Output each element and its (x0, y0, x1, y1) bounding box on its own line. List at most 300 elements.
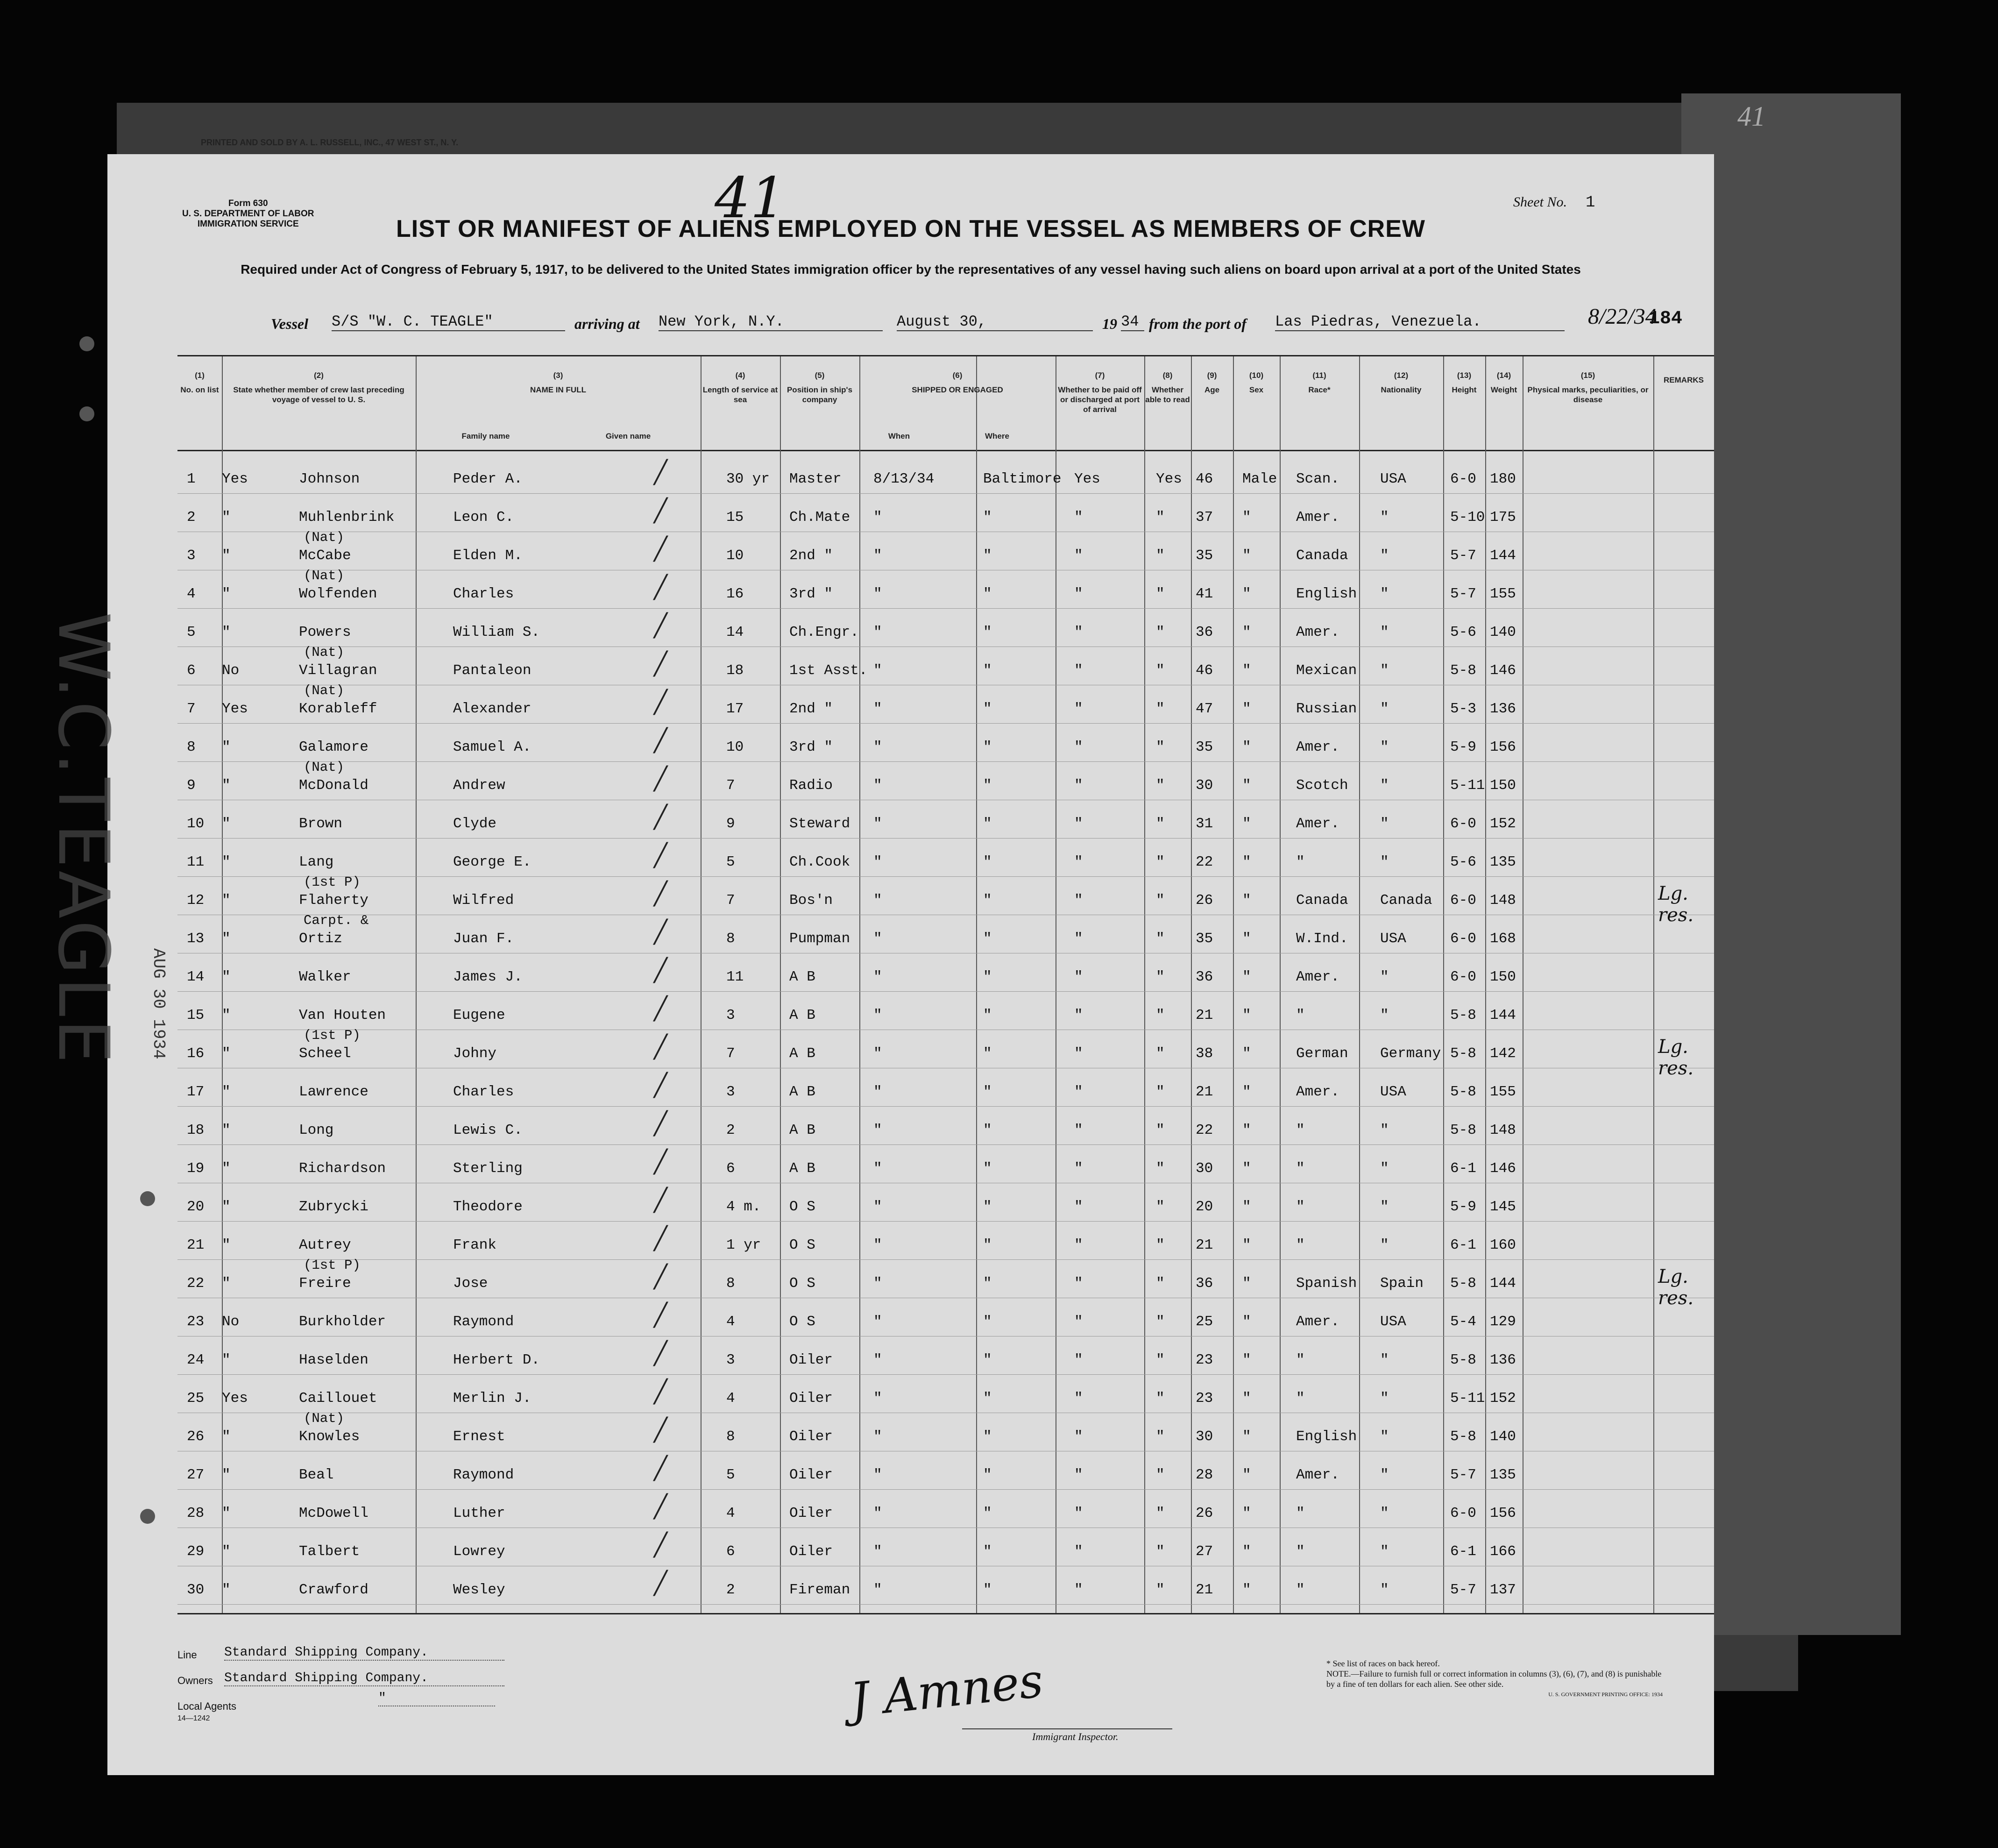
cell-read: " (1156, 777, 1165, 794)
cell-given: Peder A. (453, 471, 523, 487)
cell-sex: " (1242, 1429, 1251, 1445)
cell-read: " (1156, 1543, 1165, 1560)
cell-height: 5-9 (1450, 1199, 1476, 1215)
header-rule (177, 450, 1714, 451)
cell-given: William S. (453, 624, 540, 640)
cell-age: 46 (1196, 662, 1213, 679)
checkmark-icon: ╱ (654, 1417, 667, 1443)
cell-position: 3rd " (789, 586, 833, 602)
cell-where: Baltimore (983, 471, 1062, 487)
cell-family: Zubrycki (299, 1199, 368, 1215)
cell-no: 10 (187, 816, 205, 832)
cell-where: " (983, 624, 992, 640)
checkmark-icon: ╱ (654, 766, 667, 792)
cell-prev: " (222, 1045, 231, 1062)
cell-no: 24 (187, 1352, 205, 1368)
cell-position: Radio (789, 777, 833, 794)
handwritten-number: 41 (715, 166, 786, 231)
cell-race: Spanish (1296, 1275, 1357, 1292)
cell-position: O S (789, 1237, 815, 1253)
cell-family: Richardson (299, 1160, 386, 1177)
cell-no: 14 (187, 969, 205, 985)
checkmark-icon: ╱ (654, 459, 667, 485)
form-code: 14—1242 (177, 1714, 210, 1722)
checkmark-icon: ╱ (654, 957, 667, 983)
cell-when: " (873, 1352, 882, 1368)
cell-weight: 148 (1490, 1122, 1516, 1138)
cell-weight: 136 (1490, 1352, 1516, 1368)
vessel-line (271, 313, 1719, 336)
cell-where: " (983, 1007, 992, 1024)
cell-no: 13 (187, 931, 205, 947)
cell-no: 23 (187, 1314, 205, 1330)
column-divider (1233, 356, 1234, 1613)
column-number: (15) (1580, 371, 1595, 380)
cell-read: Yes (1156, 471, 1182, 487)
cell-height: 5-11 (1450, 777, 1485, 794)
cell-paid: " (1074, 1582, 1083, 1598)
cell-weight: 135 (1490, 1467, 1516, 1483)
cell-weight: 144 (1490, 547, 1516, 564)
column-number: (14) (1496, 371, 1511, 380)
cell-position: Ch.Mate (789, 509, 850, 526)
cell-family: Beal (299, 1467, 334, 1483)
cell-family: Long (299, 1122, 334, 1138)
checkmark-icon: ╱ (654, 574, 667, 600)
cell-prev: " (222, 624, 231, 640)
cell-age: 23 (1196, 1390, 1213, 1407)
date-stamp: AUG 30 1934 (149, 948, 168, 1059)
column-label: No. on list (180, 385, 219, 394)
checkmark-icon: ╱ (654, 1034, 667, 1060)
cell-paid: " (1074, 1467, 1083, 1483)
vessel-name: S/S "W. C. TEAGLE" (332, 313, 565, 331)
cell-given: Raymond (453, 1314, 514, 1330)
handwritten-date: 8/22/34 (1588, 304, 1657, 329)
cell-weight: 152 (1490, 1390, 1516, 1407)
cell-age: 21 (1196, 1237, 1213, 1253)
agents-label: Local Agents (177, 1700, 236, 1712)
cell-age: 21 (1196, 1007, 1213, 1024)
cell-prev: Yes (222, 701, 248, 717)
cell-nationality: " (1380, 1352, 1389, 1368)
cell-paid: " (1074, 854, 1083, 870)
cell-height: 5-11 (1450, 1390, 1485, 1407)
cell-no: 19 (187, 1160, 205, 1177)
cell-where: " (983, 1199, 992, 1215)
cell-paid: " (1074, 1352, 1083, 1368)
cell-where: " (983, 1429, 992, 1445)
footer (177, 1630, 1663, 1761)
cell-paid: " (1074, 509, 1083, 526)
cell-where: " (983, 701, 992, 717)
cell-height: 5-8 (1450, 1045, 1476, 1062)
cell-nationality: " (1380, 662, 1389, 679)
cell-given: Johny (453, 1045, 497, 1062)
cell-height: 6-0 (1450, 1505, 1476, 1521)
cell-when: " (873, 509, 882, 526)
cell-where: " (983, 1543, 992, 1560)
cell-read: " (1156, 1314, 1165, 1330)
column-label: Physical marks, peculiarities, or disease (1527, 385, 1649, 404)
checkmark-icon: ╱ (654, 727, 667, 753)
cell-where: " (983, 1314, 992, 1330)
cell-weight: 140 (1490, 624, 1516, 640)
cell-when: " (873, 1007, 882, 1024)
cell-age: 22 (1196, 1122, 1213, 1138)
column-label: Weight (1490, 385, 1517, 394)
cell-where: " (983, 1084, 992, 1100)
cell-given: James J. (453, 969, 523, 985)
owners-label: Owners (177, 1675, 213, 1686)
cell-service: 7 (726, 777, 735, 794)
cell-service: 6 (726, 1160, 735, 1177)
cell-age: 30 (1196, 777, 1213, 794)
cell-service: 18 (726, 662, 744, 679)
cell-weight: 144 (1490, 1007, 1516, 1024)
cell-when: 8/13/34 (873, 471, 935, 487)
cell-given: Jose (453, 1275, 488, 1292)
cell-when: " (873, 586, 882, 602)
cell-position: Oiler (789, 1543, 833, 1560)
cell-no: 21 (187, 1237, 205, 1253)
cell-service: 2 (726, 1582, 735, 1598)
cell-paid: Yes (1074, 471, 1100, 487)
cell-where: " (983, 1237, 992, 1253)
cell-family: Wolfenden (299, 586, 377, 602)
cell-sex: " (1242, 509, 1251, 526)
cell-height: 5-10 (1450, 509, 1485, 526)
cell-race: Canada (1296, 547, 1348, 564)
cell-nationality: " (1380, 1122, 1389, 1138)
column-header (1056, 370, 1144, 414)
cell-when: " (873, 624, 882, 640)
cell-no: 29 (187, 1543, 205, 1560)
cell-prev: Yes (222, 1390, 248, 1407)
cell-service: 30 yr (726, 471, 770, 487)
checkmark-icon: ╱ (654, 1455, 667, 1481)
cell-weight: 129 (1490, 1314, 1516, 1330)
cell-where: " (983, 1390, 992, 1407)
cell-height: 5-7 (1450, 1582, 1476, 1598)
cell-when: " (873, 1199, 882, 1215)
sheet-label: Sheet No. (1513, 194, 1567, 210)
cell-weight: 168 (1490, 931, 1516, 947)
cell-service: 5 (726, 1467, 735, 1483)
cell-when: " (873, 1314, 882, 1330)
cell-sex: " (1242, 1275, 1251, 1292)
signature-line (962, 1728, 1172, 1729)
cell-no: 26 (187, 1429, 205, 1445)
departure-port: Las Piedras, Venezuela. (1275, 313, 1565, 331)
checkmark-icon: ╱ (654, 804, 667, 830)
cell-prev: " (222, 586, 231, 602)
cell-age: 28 (1196, 1467, 1213, 1483)
cell-family: Ortiz (299, 931, 343, 947)
cell-read: " (1156, 1045, 1165, 1062)
cell-paid: " (1074, 1007, 1083, 1024)
row-rule (177, 1144, 1714, 1145)
cell-where: " (983, 586, 992, 602)
cell-no: 3 (187, 547, 196, 564)
cell-sex: " (1242, 777, 1251, 794)
cell-no: 15 (187, 1007, 205, 1024)
cell-race: " (1296, 1582, 1305, 1598)
row-rule (177, 991, 1714, 992)
cell-when: " (873, 1084, 882, 1100)
from-label: from the port of (1149, 315, 1247, 332)
cell-sex: " (1242, 1352, 1251, 1368)
cell-nationality: " (1380, 969, 1389, 985)
cell-service: 16 (726, 586, 744, 602)
cell-sex: " (1242, 1237, 1251, 1253)
cell-position: Fireman (789, 1582, 850, 1598)
cell-family: Muhlenbrink (299, 509, 395, 526)
column-number: (8) (1162, 371, 1173, 380)
cell-where: " (983, 547, 992, 564)
cell-paid: " (1074, 777, 1083, 794)
cell-age: 20 (1196, 1199, 1213, 1215)
cell-race: Amer. (1296, 969, 1340, 985)
cell-where: " (983, 1352, 992, 1368)
cell-race: German (1296, 1045, 1348, 1062)
column-label: Age (1204, 385, 1220, 394)
column-divider (1485, 356, 1486, 1613)
cell-no: 6 (187, 662, 196, 679)
cell-paid: " (1074, 1275, 1083, 1292)
cell-family: Knowles (299, 1429, 360, 1445)
cell-when: " (873, 931, 882, 947)
arrival-date: August 30, (897, 313, 1093, 331)
column-header (222, 370, 416, 405)
cell-service: 7 (726, 1045, 735, 1062)
cell-position: Bos'n (789, 892, 833, 909)
cell-read: " (1156, 854, 1165, 870)
cell-paid: " (1074, 931, 1083, 947)
cell-nationality: " (1380, 509, 1389, 526)
cell-nationality: Germany (1380, 1045, 1441, 1062)
cell-height: 5-8 (1450, 662, 1476, 679)
cell-paid: " (1074, 739, 1083, 755)
cell-when: " (873, 662, 882, 679)
cell-age: 30 (1196, 1429, 1213, 1445)
checkmark-icon: ╱ (654, 1340, 667, 1366)
row-rule (177, 1106, 1714, 1107)
cell-family: McCabe (299, 547, 351, 564)
cell-sex: " (1242, 547, 1251, 564)
cell-read: " (1156, 1122, 1165, 1138)
cell-read: " (1156, 816, 1165, 832)
cell-remark: Lg. res. (1658, 1266, 1694, 1309)
cell-family: Haselden (299, 1352, 368, 1368)
cell-paid: " (1074, 1237, 1083, 1253)
cell-annotation: (1st P) (304, 1028, 361, 1043)
cell-family: Burkholder (299, 1314, 386, 1330)
cell-position: Oiler (789, 1505, 833, 1521)
cell-nationality: USA (1380, 1084, 1406, 1100)
cell-prev: " (222, 777, 231, 794)
cell-read: " (1156, 1390, 1165, 1407)
cell-sex: " (1242, 739, 1251, 755)
cell-height: 5-6 (1450, 854, 1476, 870)
races-note: * See list of races on back hereof. (1326, 1659, 1440, 1668)
cell-given: Wesley (453, 1582, 505, 1598)
cell-height: 6-0 (1450, 892, 1476, 909)
column-number: (3) (553, 371, 563, 380)
cell-sex: " (1242, 1160, 1251, 1177)
cell-race: " (1296, 1199, 1305, 1215)
cell-race: " (1296, 1122, 1305, 1138)
cell-weight: 160 (1490, 1237, 1516, 1253)
cell-race: " (1296, 854, 1305, 870)
cell-given: Charles (453, 1084, 514, 1100)
row-rule (177, 608, 1714, 609)
cell-read: " (1156, 1084, 1165, 1100)
cell-family: McDonald (299, 777, 368, 794)
column-number: (13) (1457, 371, 1472, 380)
cell-weight: 142 (1490, 1045, 1516, 1062)
cell-prev: No (222, 1314, 240, 1330)
cell-service: 4 (726, 1505, 735, 1521)
column-label: Whether able to read (1145, 385, 1190, 404)
cell-read: " (1156, 739, 1165, 755)
cell-annotation: (Nat) (304, 1411, 345, 1426)
cell-no: 22 (187, 1275, 205, 1292)
cell-race: Amer. (1296, 816, 1340, 832)
subheader: Family name (461, 432, 510, 441)
cell-no: 27 (187, 1467, 205, 1483)
cell-when: " (873, 1237, 882, 1253)
checkmark-icon: ╱ (654, 498, 667, 524)
cell-race: " (1296, 1007, 1305, 1024)
cell-prev: " (222, 892, 231, 909)
cell-position: A B (789, 1084, 815, 1100)
row-rule (177, 761, 1714, 762)
cell-sex: " (1242, 1505, 1251, 1521)
cell-service: 2 (726, 1122, 735, 1138)
cell-paid: " (1074, 1199, 1083, 1215)
line-value: Standard Shipping Company. (224, 1645, 504, 1661)
cell-paid: " (1074, 892, 1083, 909)
cell-when: " (873, 1390, 882, 1407)
cell-age: 35 (1196, 739, 1213, 755)
cell-family: Villagran (299, 662, 377, 679)
cell-race: English (1296, 586, 1357, 602)
cell-given: Frank (453, 1237, 497, 1253)
cell-service: 1 yr (726, 1237, 761, 1253)
cell-paid: " (1074, 701, 1083, 717)
cell-prev: " (222, 1084, 231, 1100)
checkmark-icon: ╱ (654, 1110, 667, 1137)
cell-prev: " (222, 1543, 231, 1560)
agents-value: " (378, 1691, 495, 1706)
cell-sex: " (1242, 1543, 1251, 1560)
cell-position: Ch.Engr. (789, 624, 859, 640)
cell-when: " (873, 1429, 882, 1445)
cell-paid: " (1074, 969, 1083, 985)
cell-position: A B (789, 1122, 815, 1138)
cell-given: Alexander (453, 701, 531, 717)
row-rule (177, 1604, 1714, 1605)
cell-race: Amer. (1296, 509, 1340, 526)
cell-sex: " (1242, 969, 1251, 985)
cell-family: Flaherty (299, 892, 368, 909)
cell-age: 35 (1196, 547, 1213, 564)
cell-weight: 150 (1490, 969, 1516, 985)
column-number: (4) (735, 371, 745, 380)
cell-no: 9 (187, 777, 196, 794)
cell-given: Samuel A. (453, 739, 531, 755)
cell-position: 2nd " (789, 547, 833, 564)
cell-where: " (983, 1045, 992, 1062)
cell-where: " (983, 777, 992, 794)
cell-position: Oiler (789, 1352, 833, 1368)
cell-prev: " (222, 969, 231, 985)
cell-weight: 156 (1490, 739, 1516, 755)
cell-race: Scan. (1296, 471, 1340, 487)
cell-when: " (873, 739, 882, 755)
cell-service: 4 (726, 1390, 735, 1407)
column-label: Whether to be paid off or discharged at port of arrival (1058, 385, 1142, 414)
column-divider (1144, 356, 1145, 1613)
cell-weight: 150 (1490, 777, 1516, 794)
cell-weight: 135 (1490, 854, 1516, 870)
cell-height: 6-0 (1450, 471, 1476, 487)
cell-family: Talbert (299, 1543, 360, 1560)
inspector-signature: J Amnes (848, 1653, 1046, 1728)
row-rule (177, 1259, 1714, 1260)
cell-prev: " (222, 547, 231, 564)
cell-nationality: " (1380, 1160, 1389, 1177)
cell-family: Powers (299, 624, 351, 640)
cell-when: " (873, 1045, 882, 1062)
cell-height: 6-0 (1450, 931, 1476, 947)
cell-height: 6-1 (1450, 1160, 1476, 1177)
cell-race: Amer. (1296, 1314, 1340, 1330)
cell-read: " (1156, 586, 1165, 602)
cell-family: Brown (299, 816, 343, 832)
cell-paid: " (1074, 1045, 1083, 1062)
cell-nationality: Canada (1380, 892, 1432, 909)
cell-position: Oiler (789, 1429, 833, 1445)
cell-service: 15 (726, 509, 744, 526)
cell-weight: 136 (1490, 701, 1516, 717)
column-divider (1359, 356, 1360, 1613)
cell-race: English (1296, 1429, 1357, 1445)
cell-where: " (983, 1582, 992, 1598)
cell-given: Sterling (453, 1160, 523, 1177)
cell-when: " (873, 1160, 882, 1177)
cell-age: 31 (1196, 816, 1213, 832)
cell-height: 6-0 (1450, 969, 1476, 985)
cell-read: " (1156, 1352, 1165, 1368)
cell-position: Oiler (789, 1390, 833, 1407)
cell-where: " (983, 969, 992, 985)
cell-prev: " (222, 1237, 231, 1253)
cell-weight: 146 (1490, 662, 1516, 679)
cell-no: 25 (187, 1390, 205, 1407)
cell-paid: " (1074, 586, 1083, 602)
cell-age: 27 (1196, 1543, 1213, 1560)
cell-when: " (873, 1122, 882, 1138)
cell-no: 30 (187, 1582, 205, 1598)
cell-service: 4 m. (726, 1199, 761, 1215)
cell-age: 36 (1196, 1275, 1213, 1292)
cell-nationality: USA (1380, 931, 1406, 947)
cell-nationality: " (1380, 777, 1389, 794)
vessel-label: Vessel (271, 315, 308, 332)
cell-sex: " (1242, 1084, 1251, 1100)
